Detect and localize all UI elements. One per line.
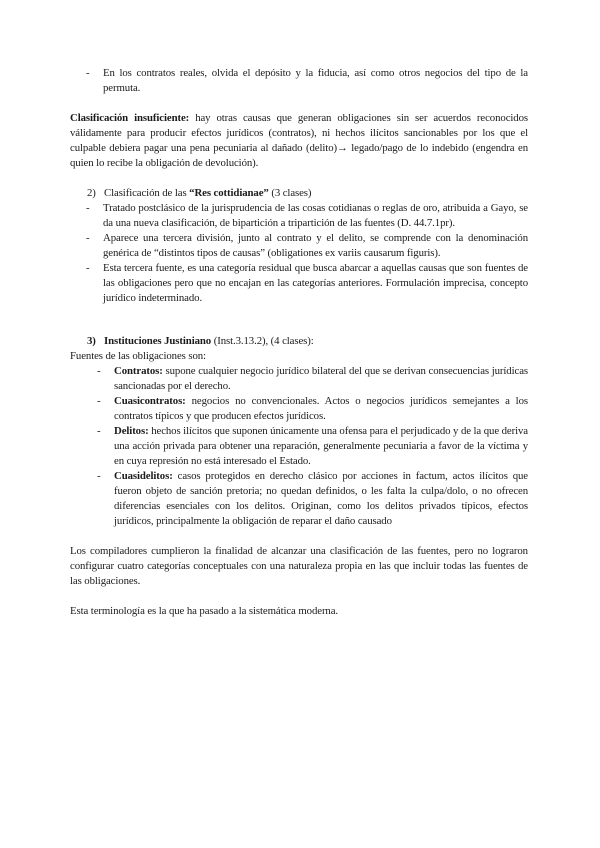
list-item <box>70 201 528 231</box>
list-item-text: En los contratos reales, olvida el depósito y la fiducia, así como otros negocios del tipo de la permuta. <box>103 67 528 94</box>
top-bullet-list <box>70 66 528 96</box>
section3-title-bold: Instituciones Justiniano <box>104 335 212 347</box>
section2-title-post: (3 clases) <box>268 187 312 199</box>
dash-marker: - <box>86 232 90 244</box>
section3-heading <box>70 334 528 349</box>
list-item <box>70 66 528 96</box>
list-item-text: Tratado postclásico de la jurisprudencia de las cosas cotidianas o reglas de oro, atribuida a Gayo, se da una nueva clasificación, de bipartición a tripartición de las fuentes (D. 44.7.1pr). <box>103 202 528 229</box>
list-item-lead: Cuasidelitos: <box>114 470 173 482</box>
list-item <box>70 364 528 394</box>
list-item-text: supone cualquier negocio jurídico bilateral del que se derivan consecuencias jurídicas sancionadas por el derecho. <box>114 365 528 392</box>
list-item-text: Aparece una tercera división, junto al contrato y el delito, se comprende con la denominación genérica de “distintos tipos de causas” (obligationes ex variis causarum figuris). <box>103 232 528 259</box>
closing-paragraph-compiladores: Los compiladores cumplieron la finalidad de alcanzar una clasificación de las fuentes, pero no lograron configurar cuatro categorías conceptuales con una naturaleza propia en las que incluir todas las fuentes de las obligaciones. <box>70 545 528 587</box>
dash-marker: - <box>86 262 90 274</box>
list-item <box>70 394 528 424</box>
list-item <box>70 469 528 529</box>
paragraph-text: hay otras causas que generan obligaciones sin ser acuerdos reconocidos válidamente para producir efectos jurídicos (contratos), ni hechos ilícitos sancionables por los que el culpable debiera pagar una pena pecuniaria al dañado (delito)→ legado/pago de lo indebido (engendra en quien lo recibe la obligación de devolución). <box>70 112 528 169</box>
list-item <box>70 231 528 261</box>
paragraph-lead: Clasificación insuficiente: <box>70 112 190 124</box>
dash-marker: - <box>86 202 90 214</box>
dash-marker: - <box>97 470 101 482</box>
list-item-lead: Delitos: <box>114 425 149 437</box>
section3-bullet-list <box>70 364 528 529</box>
list-item-text: hechos ilícitos que suponen únicamente una ofensa para el perjudicado y de la que deriva una acción privada para obtener una reparación, generalmente pecuniaria a favor de la víctima y en cuya represión no está interesado el Estado. <box>114 425 528 467</box>
dash-marker: - <box>86 67 90 79</box>
section2-title <box>104 187 311 199</box>
dash-marker: - <box>97 365 101 377</box>
list-item-text: Esta tercera fuente, es una categoría residual que busca abarcar a aquellas causas que son fuentes de las obligaciones pero que no encajan en las categorías anteriores. Formulación imprecisa, concepto jurídico indeterminado. <box>103 262 528 304</box>
section3-intro: Fuentes de las obligaciones son: <box>70 350 206 362</box>
list-item <box>70 424 528 469</box>
section3-number: 3) <box>87 335 96 347</box>
section2-bullet-list <box>70 201 528 306</box>
dash-marker: - <box>97 425 101 437</box>
section3-title-post: (Inst.3.13.2), (4 clases): <box>211 335 314 347</box>
list-item-lead: Contratos: <box>114 365 163 377</box>
paragraph-clasificacion-insuficiente <box>70 111 528 171</box>
section2-heading <box>70 186 528 201</box>
dash-marker: - <box>97 395 101 407</box>
section2-title-pre: Clasificación de las <box>104 187 190 199</box>
closing-paragraph-terminologia: Esta terminología es la que ha pasado a la sistemática moderna. <box>70 605 339 617</box>
list-item-lead: Cuasicontratos: <box>114 395 186 407</box>
section2-number: 2) <box>87 187 96 199</box>
section2-title-bold: “Res cottidianae” <box>189 187 269 199</box>
list-item-text: casos protegidos en derecho clásico por acciones in factum, actos ilícitos que fueron objeto de sanción pretoria; no quedan definidos, o les falta la culpa/dolo, o no ofrecen diferencias esenciales con los delitos. Originan, como los delitos privados típicos, efectos jurídicos, principalmente la obligación de reparar el daño causado <box>114 470 528 527</box>
section3-title <box>104 335 314 347</box>
list-item <box>70 261 528 306</box>
list-item-text: negocios no convencionales. Actos o negocios jurídicos semejantes a los contratos típicos y que producen efectos jurídicos. <box>114 395 528 422</box>
